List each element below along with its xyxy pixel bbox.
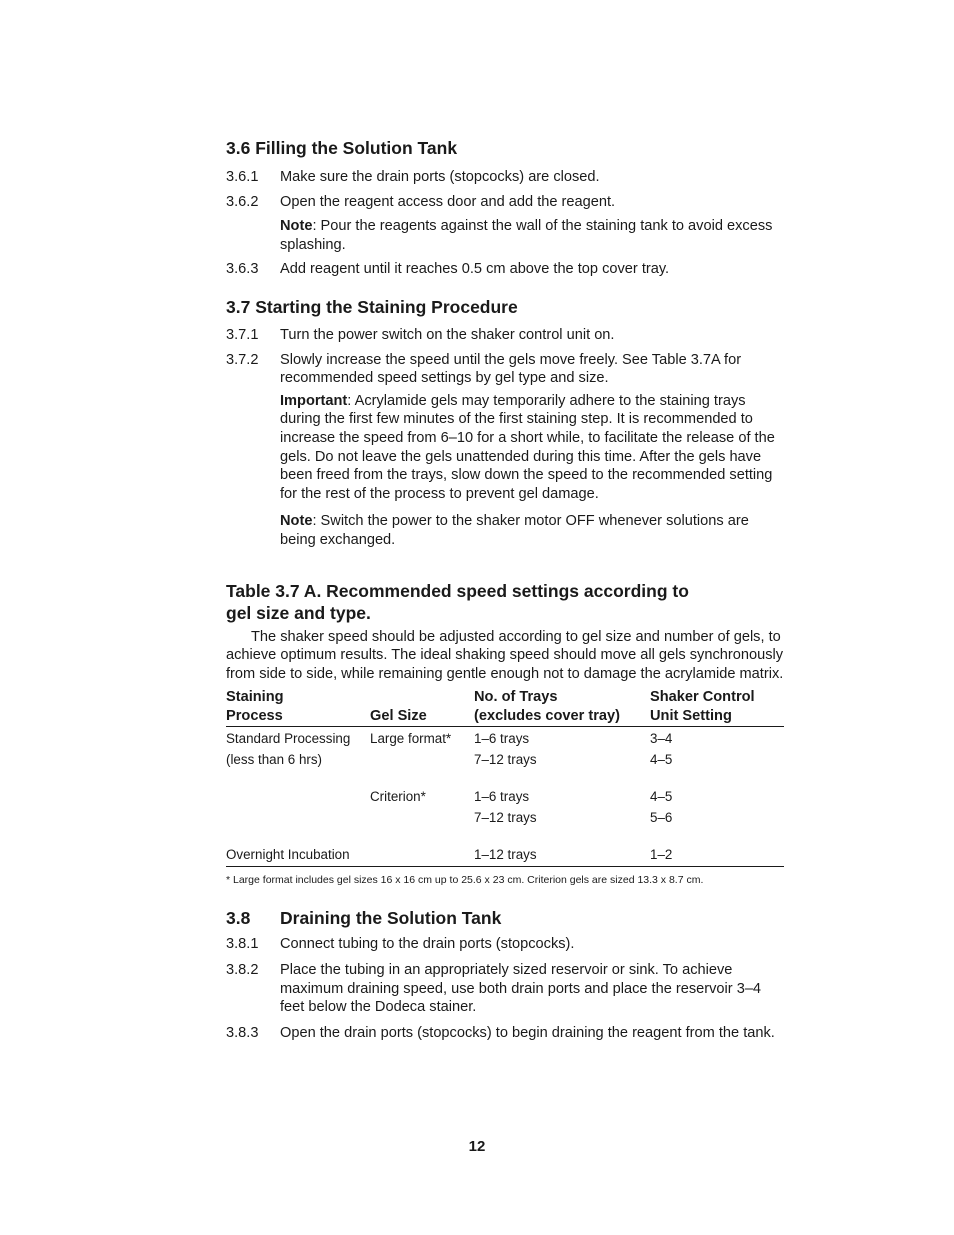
step-3-8-3 [226,1024,786,1043]
cell-trays: 7–12 trays [474,752,537,768]
step-text: Connect tubing to the drain ports (stopcocks). [280,936,575,953]
step-number: 3.6.2 [226,193,259,210]
step-text: Make sure the drain ports (stopcocks) are closed. [280,169,600,185]
step-text: Place the tubing in an appropriately sized reservoir or sink. To achieve maximum draining speed, use both drain ports and place the reservoir 3–4 feet below the Dodeca stainer. [280,962,762,1016]
section-3-6-heading: 3.6 Filling the Solution Tank [226,138,458,158]
section-title: Draining the Solution Tank [280,908,502,929]
note-label: Note [280,218,313,235]
header-shaker-setting [650,688,784,727]
step-3-7-1 [226,326,786,345]
table-header-row [226,688,784,727]
table-intro: The shaker speed should be adjusted according to gel size and number of gels, to achieve optimum results. The ideal shaking speed should move all gels synchronously from side to side, while remaining gentle enough not to damage the acrylamide matrix. [226,628,784,682]
step-3-6-2 [226,193,786,212]
page-content [226,137,786,1042]
section-3-8-heading [226,907,786,929]
header-text: No. of Trays [474,689,558,706]
table-row [226,771,784,808]
note-label: Note [280,513,313,530]
cell-setting: 1–2 [650,829,784,867]
step-3-7-2 [226,351,786,388]
table-title-line-2: gel size and type. [226,602,371,623]
step-number: 3.7.1 [226,326,259,343]
cell-trays: 1–6 trays [474,789,530,805]
important-text: : Acrylamide gels may temporarily adhere to the staining trays during the first few minutes of the first staining step. It is recommended to increase the speed from 6–10 for a short while, to facilitate the release of the gels. Do not leave the gels unattended during this time. After the gels have been freed from the trays, slow down the speed to the recommended setting for the rest of the process to prevent gel damage. [280,392,775,502]
step-3-6-1 [226,168,786,187]
cell-trays: 7–12 trays [474,810,537,826]
cell-trays: 1–6 trays [474,731,530,747]
table-row [226,750,784,771]
step-text: Add reagent until it reaches 0.5 cm above the top cover tray. [280,261,670,278]
cell-process: Standard Processing [226,731,351,747]
step-text: Turn the power switch on the shaker control unit on. [280,326,615,343]
step-number: 3.6.1 [226,169,259,185]
note-text: : Switch the power to the shaker motor OFF whenever solutions are being exchanged. [280,513,749,548]
cell-gel-size: Criterion* [370,789,426,805]
table-row [226,829,784,867]
step-number: 3.8.2 [226,962,259,979]
header-text: Gel Size [370,707,427,724]
note-text: : Pour the reagents against the wall of the staining tank to avoid excess splashing. [280,218,773,253]
important-label: Important [280,392,348,409]
cell-setting: 4–5 [650,752,673,768]
section-number: 3.8 [226,908,251,929]
cell-process [226,771,370,808]
step-3-8-1 [226,935,786,954]
header-text: Unit Setting [650,707,732,724]
step-3-6-3 [226,260,786,279]
cell-process: (less than 6 hrs) [226,752,323,768]
cell-process [226,808,370,829]
section-3-7-heading: 3.7 Starting the Staining Procedure [226,296,518,317]
cell-gel-size: Large format* [370,731,452,747]
step-number: 3.8.1 [226,936,259,953]
cell-gel-size [370,750,474,771]
header-text: (excludes cover tray) [474,707,621,724]
table-row [226,727,784,751]
cell-trays: 1–12 trays [474,829,650,867]
cell-setting: 5–6 [650,810,673,826]
table-title-line-1: Table 3.7 A. Recommended speed settings according to [226,580,689,601]
speed-settings-table [226,688,784,867]
cell-gel-size [370,808,474,829]
step-3-8-2 [226,961,786,1017]
header-text: Staining [226,689,284,706]
step-number: 3.8.3 [226,1024,259,1041]
step-text: Slowly increase the speed until the gels move freely. See Table 3.7A for recommended speed settings by gel type and size. [280,351,742,387]
header-gel-size [370,688,474,727]
table-footnote: * Large format includes gel sizes 16 x 16 cm up to 25.6 x 23 cm. Criterion gels are sized 13.3 x 8.7 cm. [226,874,704,887]
header-no-of-trays [474,688,650,727]
step-number: 3.6.3 [226,261,259,278]
important-3-7-2 [280,392,786,504]
header-text: Process [226,707,283,724]
cell-setting: 3–4 [650,731,673,747]
table-row [226,808,784,829]
header-staining-process [226,688,370,727]
cell-process: Overnight Incubation [226,829,370,867]
header-text: Shaker Control [650,689,755,706]
step-number: 3.7.2 [226,351,259,368]
cell-setting: 4–5 [650,789,673,805]
step-text: Open the drain ports (stopcocks) to begin draining the reagent from the tank. [280,1024,775,1041]
cell-gel-size [370,829,474,867]
note-3-7-2 [280,512,786,549]
page-number: 12 [468,1138,486,1155]
step-text: Open the reagent access door and add the reagent. [280,193,616,210]
note-3-6-2 [280,217,786,254]
